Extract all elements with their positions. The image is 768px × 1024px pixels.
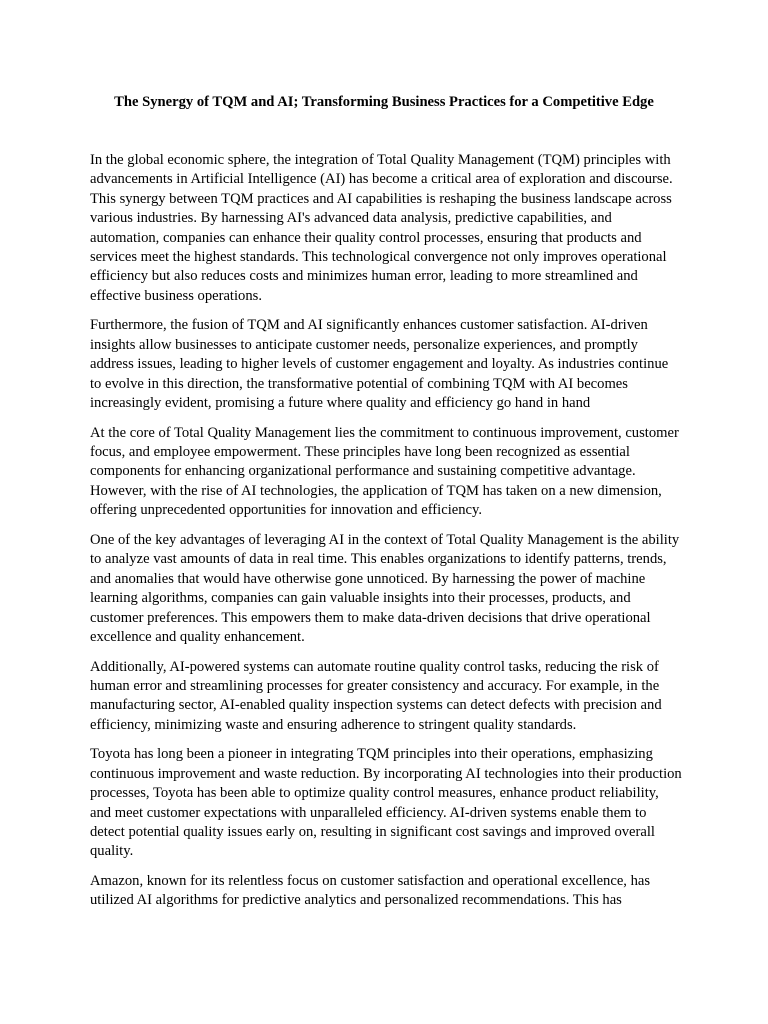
paragraph-2: Furthermore, the fusion of TQM and AI significantly enhances customer satisfaction. AI-driven insights allow businesses to anticipate customer needs, personalize experiences, and promptly address issues, leading to higher levels of customer engagement and loyalty. As industries continue to evolve in this direction, the transformative potential of combining TQM with AI becomes increasingly evident, promising a future where quality and efficiency go hand in hand (90, 317, 669, 412)
paragraph-4: One of the key advantages of leveraging AI in the context of Total Quality Management is the ability to analyze vast amounts of data in real time. This enables organizations to identify patterns, trends, and anomalies that would have otherwise gone unnoticed. By harnessing the power of machine learning algorithms, companies can gain valuable insights into their processes, products, and customer preferences. This empowers them to make data-driven decisions that drive operational excellence and quality enhancement. (90, 531, 680, 645)
paragraph-1: In the global economic sphere, the integration of Total Quality Management (TQM) principles with advancements in Artificial Intelligence (AI) has become a critical area of exploration and discourse. This synergy between TQM practices and AI capabilities is reshaping the business landscape across various industries. By harnessing AI's advanced data analysis, predictive capabilities, and automation, companies can enhance their quality control processes, ensuring that products and services meet the highest standards. This technological convergence not only improves operational efficiency but also reduces costs and minimizes human error, leading to more streamlined and effective business operations. (90, 152, 673, 304)
paragraph-3: At the core of Total Quality Management lies the commitment to continuous improvement, customer focus, and employee empowerment. These principles have long been recognized as essential components for enhancing organizational performance and sustaining competitive advantage. However, with the rise of AI technologies, the application of TQM has taken on a new dimension, offering unprecedented opportunities for innovation and efficiency. (90, 424, 679, 519)
paragraph-5: Additionally, AI-powered systems can automate routine quality control tasks, reducing the risk of human error and streamlining processes for greater consistency and accuracy. For example, in the manufacturing sector, AI-enabled quality inspection systems can detect defects with precision and efficiency, minimizing waste and ensuring adherence to stringent quality standards. (90, 658, 662, 733)
document-title: The Synergy of TQM and AI; Transforming Business Practices for a Competitive Edge (114, 94, 654, 110)
paragraph-6: Toyota has long been a pioneer in integrating TQM principles into their operations, emphasizing continuous improvement and waste reduction. By incorporating AI technologies into their production processes, Toyota has been able to optimize quality control measures, enhance product reliability, and meet customer expectations with unparalleled efficiency. AI-driven systems enable them to detect potential quality issues early on, resulting in significant cost savings and improved overall quality. (90, 746, 682, 860)
document-body (90, 151, 682, 921)
paragraph-7: Amazon, known for its relentless focus on customer satisfaction and operational excellence, has utilized AI algorithms for predictive analytics and personalized recommendations. This has (90, 872, 651, 909)
